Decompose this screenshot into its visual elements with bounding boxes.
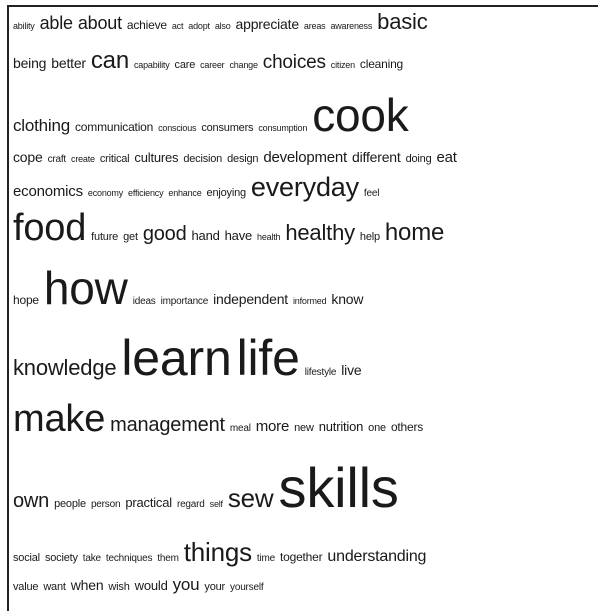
word-cloud-word: regard	[176, 499, 205, 511]
word-cloud-word: future	[91, 231, 119, 244]
word-cloud-word: create	[71, 154, 95, 165]
word-cloud-word: informed	[292, 295, 327, 306]
word-cloud-word: healthy	[285, 220, 355, 246]
word-cloud-word: you	[172, 575, 200, 595]
word-cloud-word: cleaning	[359, 56, 404, 71]
word-cloud-word: management	[110, 414, 225, 437]
word-cloud-word: ability	[13, 20, 35, 31]
word-cloud-word: craft	[47, 154, 67, 166]
word-cloud-word: independent	[213, 290, 288, 307]
word-cloud-word: hope	[13, 292, 39, 307]
word-cloud-word: self	[209, 499, 223, 510]
word-cloud-word: life	[236, 330, 300, 386]
word-cloud-word: adopt	[188, 20, 210, 31]
word-cloud-word: able	[39, 12, 73, 33]
word-cloud-word: act	[171, 20, 184, 31]
word-cloud-word: one	[368, 422, 386, 435]
word-cloud-word: new	[294, 422, 314, 435]
word-cloud-line	[13, 174, 384, 201]
word-cloud-word: about	[77, 12, 122, 33]
word-cloud-word: good	[142, 223, 187, 246]
word-cloud-word: critical	[99, 153, 130, 166]
word-cloud-word: learn	[121, 330, 232, 386]
word-cloud-word: care	[174, 58, 196, 71]
word-cloud-word: together	[279, 550, 323, 565]
word-cloud-word: time	[256, 553, 275, 565]
word-cloud-word: decision	[183, 153, 223, 166]
word-cloud-word: capability	[133, 59, 170, 70]
word-cloud-word: help	[359, 231, 380, 244]
word-cloud-word: choices	[262, 51, 326, 73]
word-cloud-word: social	[13, 552, 40, 565]
word-cloud-word: achieve	[126, 17, 167, 32]
word-cloud-word: knowledge	[13, 355, 117, 380]
word-cloud-word: live	[341, 362, 362, 378]
word-cloud-word: can	[90, 46, 129, 74]
word-cloud-line	[13, 150, 462, 165]
word-cloud-word: eat	[436, 149, 457, 167]
word-cloud-word: efficiency	[128, 188, 164, 199]
word-cloud-word: value	[13, 581, 39, 594]
word-cloud-word: better	[51, 54, 86, 71]
word-cloud-word: lifestyle	[304, 367, 337, 378]
word-cloud-line	[13, 207, 449, 250]
word-cloud-line	[13, 46, 408, 74]
word-cloud-word: want	[43, 581, 66, 594]
word-cloud-word: meal	[229, 423, 251, 435]
word-cloud-word: others	[390, 420, 424, 435]
word-cloud-word: conscious	[158, 122, 197, 133]
word-cloud-word: different	[352, 149, 401, 166]
word-cloud-word: consumers	[201, 121, 254, 134]
word-cloud-word: career	[200, 59, 225, 70]
word-cloud-word: your	[204, 581, 226, 594]
word-cloud-word: yourself	[230, 582, 264, 594]
word-cloud-word: everyday	[250, 172, 359, 203]
word-cloud-word: would	[134, 578, 168, 594]
word-cloud-word: doing	[405, 153, 432, 166]
word-cloud-word: wish	[108, 581, 130, 594]
word-cloud-line	[13, 88, 414, 141]
word-cloud-word: ideas	[132, 295, 156, 307]
word-cloud-word: being	[13, 54, 47, 71]
word-cloud-word: awareness	[330, 20, 373, 31]
word-cloud-word: when	[70, 577, 104, 594]
word-cloud-word: clothing	[13, 115, 70, 135]
word-cloud-word: how	[43, 261, 128, 314]
word-cloud-word: economics	[13, 183, 83, 201]
word-cloud-word: cook	[312, 88, 409, 141]
word-cloud-word: importance	[160, 295, 209, 307]
word-cloud-word: skills	[278, 456, 399, 520]
word-cloud-word: things	[183, 537, 252, 568]
word-cloud-word: areas	[303, 20, 326, 31]
word-cloud-word: consumption	[258, 122, 308, 133]
word-cloud-word: have	[224, 228, 253, 244]
word-cloud-word: society	[44, 552, 78, 565]
word-cloud-word: more	[255, 418, 290, 436]
word-cloud-word: food	[13, 207, 87, 250]
word-cloud-line	[13, 261, 368, 314]
word-cloud-word: hand	[191, 228, 220, 244]
word-cloud-word: enhance	[168, 188, 202, 199]
word-cloud-word: sew	[227, 483, 274, 514]
word-cloud-word: also	[214, 20, 231, 31]
word-cloud-line	[13, 330, 366, 386]
word-cloud-word: own	[13, 490, 50, 513]
word-cloud-word: know	[331, 290, 364, 307]
word-cloud-word: practical	[125, 495, 172, 511]
word-cloud-word: development	[263, 149, 348, 167]
word-cloud-word: nutrition	[318, 419, 364, 435]
word-cloud-word: techniques	[105, 553, 153, 565]
word-cloud-word: make	[13, 398, 106, 441]
word-cloud-word: home	[384, 219, 445, 247]
word-cloud	[7, 5, 598, 611]
word-cloud-word: communication	[75, 119, 154, 134]
word-cloud-word: cultures	[134, 150, 179, 166]
word-cloud-word: people	[54, 498, 86, 511]
word-cloud-word: cope	[13, 149, 43, 166]
word-cloud-word: health	[257, 232, 281, 243]
word-cloud-line	[13, 8, 433, 34]
word-cloud-word: basic	[377, 8, 428, 34]
word-cloud-word: citizen	[330, 59, 355, 70]
word-cloud-word: change	[229, 59, 258, 70]
word-cloud-word: feel	[363, 188, 380, 200]
word-cloud-word: get	[123, 231, 138, 244]
word-cloud-word: understanding	[327, 548, 427, 566]
word-cloud-line	[13, 456, 404, 520]
word-cloud-word: enjoying	[206, 187, 246, 200]
word-cloud-line	[13, 537, 431, 568]
word-cloud-word: them	[157, 553, 179, 565]
word-cloud-word: person	[90, 499, 121, 511]
word-cloud-line	[13, 398, 428, 441]
word-cloud-word: appreciate	[235, 15, 299, 32]
word-cloud-word: take	[82, 553, 101, 565]
word-cloud-word: economy	[87, 188, 124, 199]
word-cloud-line	[13, 576, 268, 593]
word-cloud-word: design	[227, 153, 259, 166]
